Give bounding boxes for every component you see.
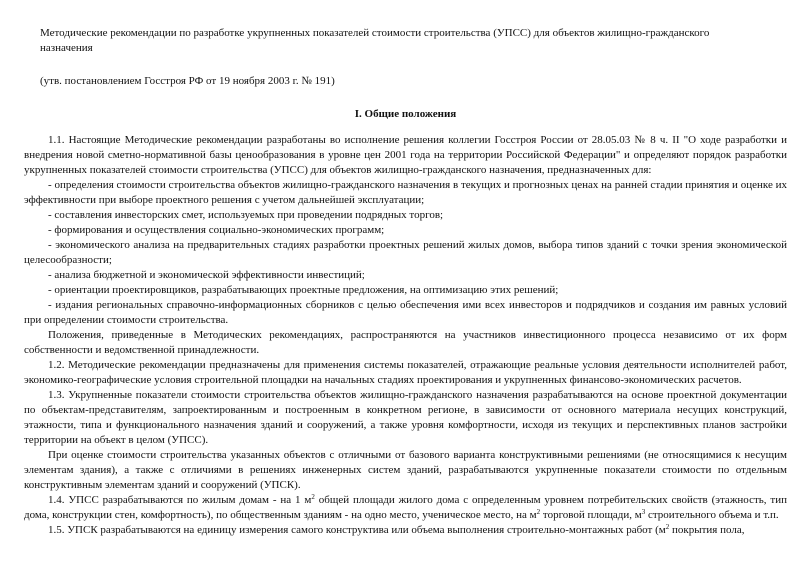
- paragraph-1-4-text-a: 1.4. УПСС разрабатываются по жилым домам - на 1 м: [48, 494, 312, 506]
- paragraph-1-5-text-b: покрытия пола,: [669, 524, 745, 536]
- paragraph-1-2: 1.2. Методические рекомендации предназначены для применения системы показателей, отражающие реальные условия деятельности исполнителей работ, экономико-географические условия строительной площадки на начальных стадиях проектирования и укрупненных финансово-экономических расчетов.: [24, 359, 787, 386]
- paragraph-1-4-text-d: строительного объема и т.п.: [645, 509, 779, 521]
- paragraph-estimation: При оценке стоимости строительства указанных объектов с отличными от базового варианта конструктивными решениями (не относящимися к несущим элементам здания), а также с отличиями в решениях инженерных систем зданий, разрабатываются укрупненные показатели стоимости по отдельным конструктивным элементам зданий и сооружений (УПСК).: [24, 449, 787, 491]
- paragraph-scope: Положения, приведенные в Методических рекомендациях, распространяются на участников инвестиционного процесса независимо от их форм собственности и ведомственной принадлежности.: [24, 329, 787, 356]
- superscript: 2: [536, 508, 541, 516]
- paragraph-1-4-text-c: торговой площади, м: [540, 509, 642, 521]
- list-item: - издания региональных справочно-информационных сборников с целью обеспечения ими всех инвесторов и подрядчиков и создания им равных условий при определении стоимости строительства.: [24, 299, 787, 326]
- paragraph-1-5-text-a: 1.5. УПСК разрабатываются на единицу измерения самого конструктива или объема выполнения строительно-монтажных работ (м: [48, 524, 666, 536]
- paragraph-1-3: 1.3. Укрупненные показатели стоимости строительства объектов жилищно-гражданского назначения разрабатываются на основе проектной документации по объектам-представителям, запроектированным и построенным в конкретном регионе, в зависимости от основного материала несущих конструкций, этажности, типа и функционального назначения зданий и сооружений, а также уровня комфортности, исходя из текущих и перспективных планов застройки территории на объект в целом (УПСС).: [24, 389, 787, 446]
- paragraph-1-4: [24, 493, 787, 523]
- list-item: - экономического анализа на предварительных стадиях разработки проектных решений жилых домов, выбора типов зданий с точки зрения экономической целесообразности;: [24, 239, 787, 266]
- superscript: 3: [641, 508, 646, 516]
- list-item: - составления инвесторских смет, используемых при проведении подрядных торгов;: [48, 209, 444, 221]
- superscript: 2: [665, 523, 670, 531]
- list-item: - определения стоимости строительства объектов жилищно-гражданского назначения в текущих и прогнозных ценах на ранней стадии принятия и оценке их эффективности при выборе проектного решения с учетом дальнейшей эксплуатации;: [24, 179, 787, 206]
- paragraph-1-4-text-b: общей площади жилого дома с определенным уровнем потребительских свойств (этажность, тип дома, конструкции стен, комфортность), по общественным зданиям - на одно место, ученическое место, на м: [24, 494, 787, 521]
- approval-note: (утв. постановлением Госстроя РФ от 19 ноября 2003 г. № 191): [40, 75, 335, 87]
- section-heading: I. Общие положения: [354, 108, 457, 120]
- document-title: Методические рекомендации по разработке укрупненных показателей стоимости строительства (УПСС) для объектов жилищно-гражданского назначения: [40, 27, 710, 54]
- list-item: - формирования и осуществления социально-экономических программ;: [48, 224, 385, 236]
- list-item: - ориентации проектировщиков, разрабатывающих проектные предложения, на оптимизацию этих решений;: [48, 284, 559, 296]
- superscript: 2: [311, 493, 315, 501]
- paragraph-1-5: [24, 523, 787, 538]
- list-item: - анализа бюджетной и экономической эффективности инвестиций;: [48, 269, 365, 281]
- paragraph-1-1: 1.1. Настоящие Методические рекомендации разработаны во исполнение решения коллегии Госстроя России от 28.05.03 № 8 ч. II "О ходе разработки и внедрения новой сметно-нормативной базы ценообразования в уровне цен 2001 года на территории Российской Федерации" и определяют порядок разработки укрупненных показателей стоимости строительства (УПСС) для объектов жилищно-гражданского назначения, предназначенных для:: [24, 134, 787, 176]
